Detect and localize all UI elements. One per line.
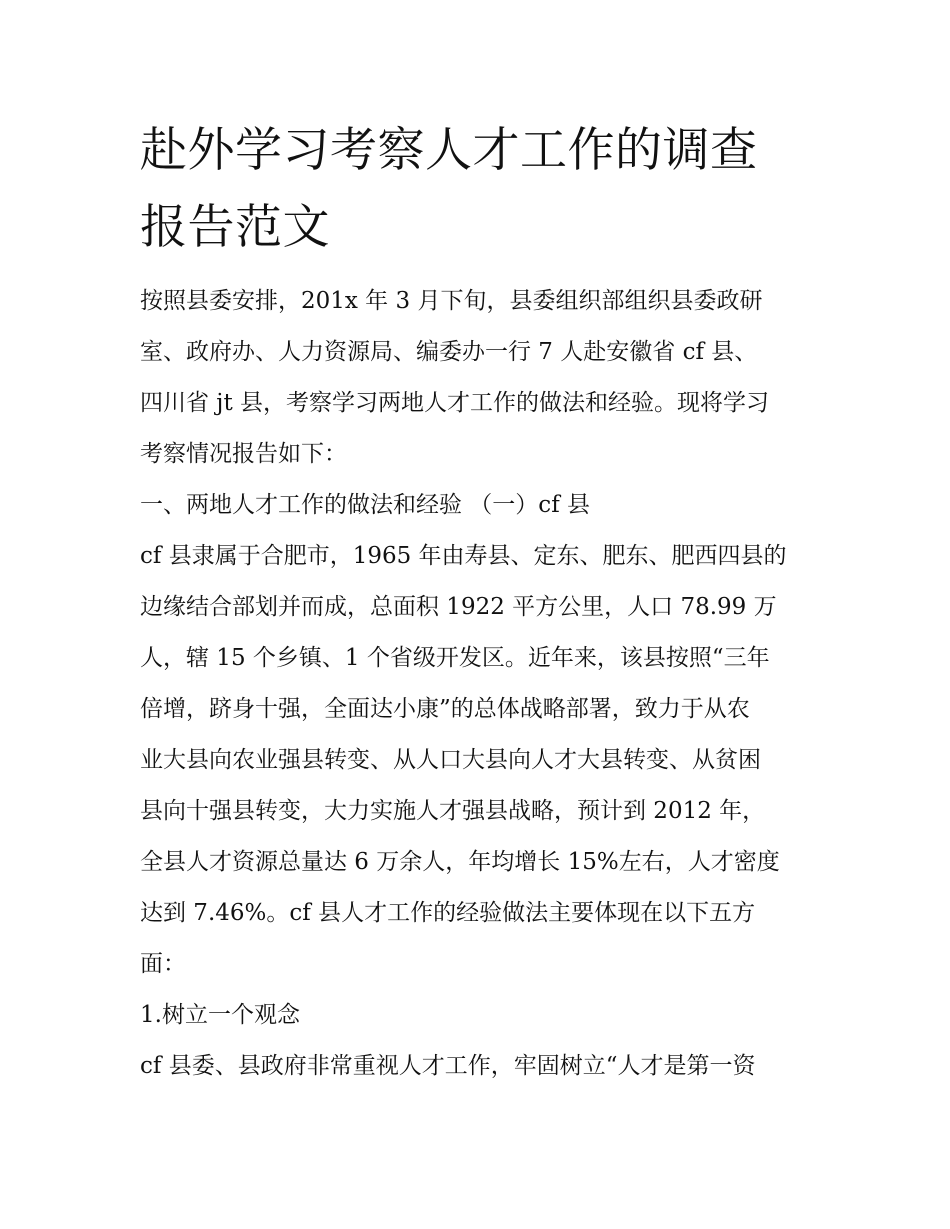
title-line-2: 报告范文 (140, 200, 330, 255)
body-line-10: 县向十强县转变，大力实施人才强县战略，预计到 2012 年， (140, 798, 766, 824)
body-line-6: 边缘结合部划并而成，总面积 1922 平方公里，人口 78.99 万 (140, 594, 777, 620)
body-line-11: 全县人才资源总量达 6 万余人，年均增长 15%左右，人才密度 (140, 849, 780, 875)
title-line-1: 赴外学习考察人才工作的调查 (140, 123, 758, 178)
body-line-3: 四川省 jt 县，考察学习两地人才工作的做法和经验。现将学习 (140, 390, 769, 416)
subheading-1: 1.树立一个观念 (140, 1002, 300, 1028)
body-line-9: 业大县向农业强县转变、从人口大县向人才大县转变、从贫困 (140, 747, 761, 773)
body-line-5: cf 县隶属于合肥市，1965 年由寿县、定东、肥东、肥西四县的 (140, 543, 787, 569)
body-line-4: 考察情况报告如下： (140, 441, 347, 467)
document-title (140, 112, 820, 266)
body-line-14: cf 县委、县政府非常重视人才工作，牢固树立“人才是第一资 (140, 1053, 756, 1079)
body-line-12: 达到 7.46%。cf 县人才工作的经验做法主要体现在以下五方 (140, 900, 756, 926)
body-line-13: 面： (140, 951, 186, 977)
body-line-2: 室、政府办、人力资源局、编委办一行 7 人赴安徽省 cf 县、 (140, 339, 758, 365)
section-heading-1: 一、两地人才工作的做法和经验 （一）cf 县 (140, 492, 591, 518)
body-line-7: 人，辖 15 个乡镇、1 个省级开发区。近年来，该县按照“三年 (140, 645, 770, 671)
document-body (140, 276, 820, 1092)
body-line-1: 按照县委安排，201x 年 3 月下旬，县委组织部组织县委政研 (140, 288, 763, 314)
body-line-8: 倍增，跻身十强，全面达小康”的总体战略部署，致力于从农 (140, 696, 750, 722)
